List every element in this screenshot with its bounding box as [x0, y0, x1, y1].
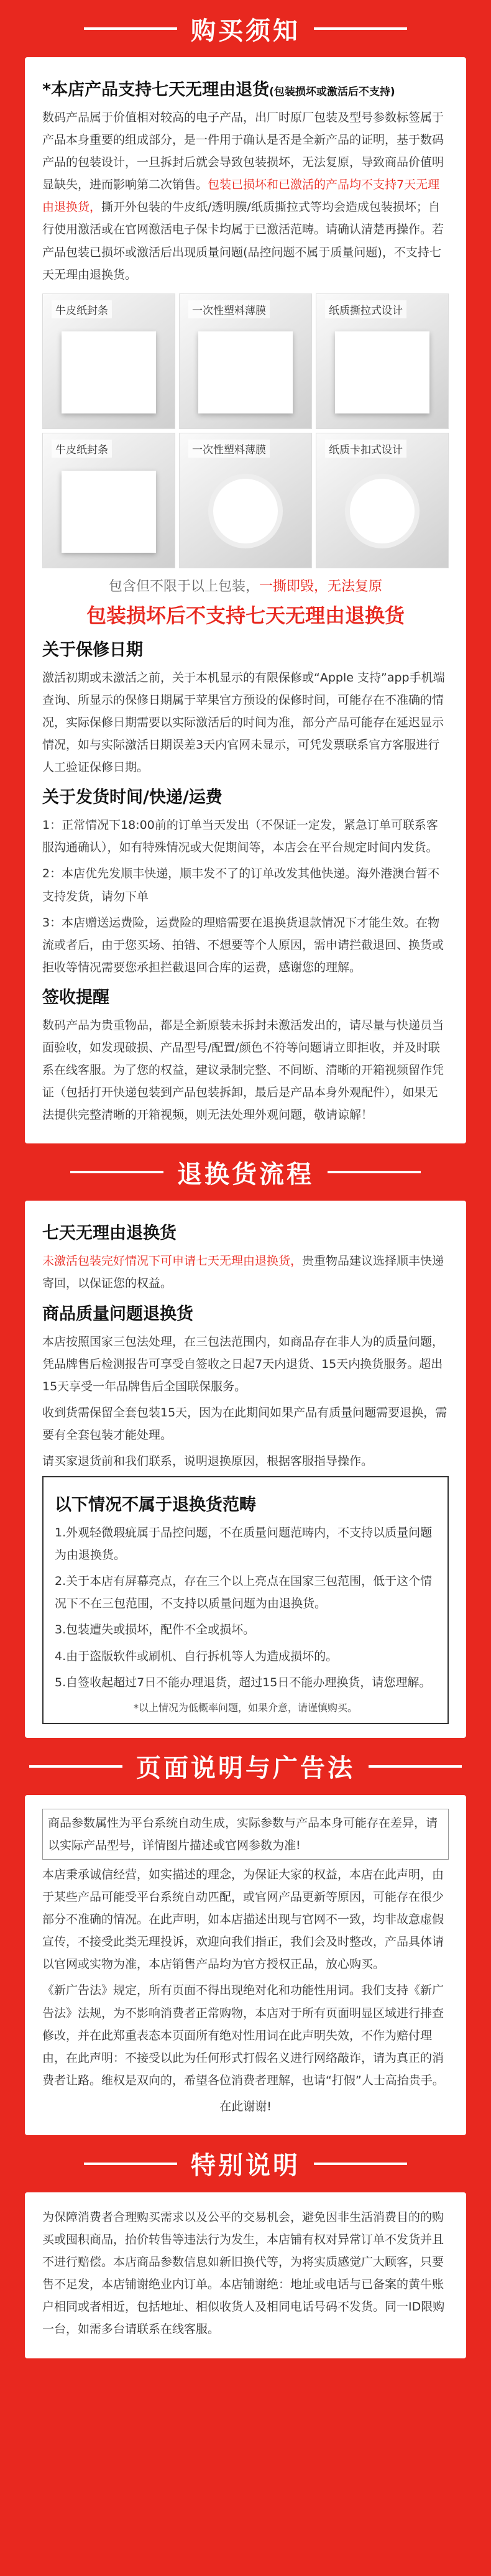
divider: [70, 1171, 163, 1173]
intro-tail: 撕开外包装的牛皮纸/透明膜/纸质撕拉式等均会造成包装损坏；自行使用激活或在官网激活电子保卡均属于已激活范畴。请确认清楚再操作。若产品包装已损坏或激活后出现质量问题(品控问题不属于质量问题)，不支持七天无理由退换货。: [42, 200, 444, 282]
exclusion-item: 4.由于盗版软件或刷机、自行拆机等人为造成损坏的。: [55, 1649, 338, 1663]
divider: [84, 27, 177, 30]
warranty-heading: 关于保修日期: [42, 640, 143, 660]
film-roll-image: [208, 474, 283, 548]
photo-label: 牛皮纸封条: [52, 300, 112, 318]
exclusions-heading: 以下情况不属于退换货范畴: [55, 1495, 256, 1515]
package-image: [62, 471, 156, 553]
section-banner-purchase: [0, 0, 491, 57]
packaging-photo: [179, 293, 312, 429]
divider: [314, 2163, 407, 2165]
shipping-heading: 关于发货时间/快递/运费: [42, 788, 223, 808]
ad-law-statement: 《新广告法》规定，所有页面不得出现绝对化和功能性用词。我们支持《新广告法》法规，为不影响消费者正常购物，本店对于所有页面明显区域进行排查修改，并在此郑重表态本页面所有绝对性用词在此声明失效，不作为赔付理由，在此声明：不接受以此为任何形式打假名义进行网络敲诈，请为真正的消费者让路。维权是双向的，希望各位消费者理解，也请“打假”人士高抬贵手。: [42, 1983, 444, 2087]
intro-red: 包装已损坏和已激活的产品均不支持7天无理由退换货，: [42, 178, 440, 215]
quality-heading: 商品质量问题退换货: [42, 1304, 193, 1324]
section-title: 特别说明: [191, 2151, 300, 2181]
quality-text: 收到货需保留全套包装15天，因为在此期间如果产品有质量问题需要退换，需要有全套包装才能处理。: [42, 1405, 447, 1442]
shipping-item: 3：本店赠送运费险，运费险的理赔需要在退换货退款情况下才能生效。在物流或者后，由于您买场、拍错、不想要等个人原因，需申请拦截退回、换货或拒收等情况需要您承担拦截退回合库的运费，感谢您的理解。: [42, 915, 444, 974]
exclusion-item: 1.外观轻微瑕疵属于品控问题，不在质量问题范畴内，不支持以质量问题为由退换货。: [55, 1526, 433, 1563]
photo-label: 一次性塑料薄膜: [188, 300, 270, 318]
signing-heading: 签收提醒: [42, 987, 109, 1007]
divider: [314, 27, 407, 30]
return-heading-7day: 七天无理由退换货: [42, 1224, 177, 1244]
quality-text: 请买家退货前和我们联系，说明退换原因，根据客服指导操作。: [42, 1454, 374, 1468]
warning-red: 一撕即毁，无法复原: [259, 578, 383, 594]
packaging-photo: [316, 433, 449, 568]
package-image: [335, 331, 429, 413]
return-card: [25, 1201, 466, 1737]
exclusion-item: 2.关于本店有屏幕亮点，存在三个以上亮点在国家三包范围，低于这个情况下不在三包范围，不支持以质量问题为由退换货。: [55, 1574, 433, 1611]
intro-text: [42, 106, 449, 286]
return-7day-red: 未激活包装完好情况下可申请七天无理由退换货，: [42, 1254, 303, 1268]
section-banner-special: [0, 2135, 491, 2192]
paper-tab-image: [345, 474, 420, 548]
exclusions-box: [42, 1476, 449, 1724]
packaging-warning-big: 包装损坏后不支持七天无理由退换货: [86, 603, 405, 627]
headline-text: *本店产品支持七天无理由退货: [42, 80, 270, 99]
headline-note: (包装损坏或激活后不支持): [269, 86, 395, 98]
section-banner-page-note: [0, 1738, 491, 1795]
special-card: [25, 2192, 466, 2358]
page-note-card: [25, 1795, 466, 2135]
photo-label: 牛皮纸封条: [52, 440, 112, 458]
signing-text: 数码产品为贵重物品，都是全新原装未拆封未激活发出的，请尽量与快递员当面验收，如发现破损、产品型号/配置/颜色不符等问题请立即拒收，并及时联系在线客服。为了您的权益，建议录制完整、不间断、清晰的开箱视频留作凭证（包括打开快递包装到产品包装拆卸，最后是产品本身外观配件），如果无法提供完整清晰的开箱视频，则无法处理外观问题，敬请谅解！: [42, 1018, 444, 1122]
packaging-photo-grid: [42, 293, 449, 568]
package-image: [62, 331, 156, 413]
shipping-item: 2：本店优先发顺丰快递，顺丰发不了的订单改发其他快递。海外港澳台暂不支持发货，请勿下单: [42, 867, 440, 903]
package-image: [198, 331, 293, 413]
special-text: 为保障消费者合理购买需求以及公平的交易机会，避免因非生活消费目的的购买或囤积商品，抬价转售等违法行为发生，本店铺有权对异常订单不发货并且不进行赔偿。本店商品参数信息如新旧换代等，为将实质感觉广大顾客，只要售不足发，本店铺谢绝业内订单。本店铺谢绝：地址或电话与已备案的黄牛账户相同或者相近，包括地址、相似收货人及相同电话号码不发货。同一ID限购一台，如需多台请联系在线客服。: [42, 2210, 445, 2337]
photo-label: 一次性塑料薄膜: [188, 440, 270, 458]
warranty-text: 激活初期或未激活之前，关于本机显示的有限保修或“Apple 支持”app手机端查询、所显示的保修日期属于苹果官方预设的保修时间，可能存在不准确的情况，实际保修日期需要以实际激活后的时间为准，部分产品可能存在延迟显示情况，如与实际激活日期误差3天内官网未显示，可凭发票联系官方客服进行人工验证保修日期。: [42, 670, 445, 775]
param-notice: 商品参数属性为平台系统自动生成，实际参数与产品本身可能存在差异，请以实际产品型号，详情图片描述或官网参数为准!: [42, 1809, 449, 1860]
return-7day-main: 贵重物品建议选择顺丰快递寄回，以保证您的权益。: [42, 1254, 444, 1291]
section-title: 购买须知: [191, 16, 300, 45]
warning-lead: 包含但不限于以上包装，: [108, 578, 259, 594]
divider: [84, 2163, 177, 2165]
intro-main: 数码产品属于价值相对较高的电子产品，出厂时原厂包装及型号参数标签属于产品本身重要的组成部分，是一件用于确认是否是全新产品的证明，基于数码产品的包装设计，一旦拆封后就会导致包装损坏，无法复原，导致商品价值明显缺失，进而影响第二次销售。: [42, 111, 444, 192]
section-title: 退换货流程: [177, 1160, 314, 1189]
exclusion-note: *以上情况为低概率问题，如果介意，请谨慎购买。: [133, 1701, 357, 1714]
divider: [369, 1765, 462, 1768]
divider: [29, 1765, 122, 1768]
packaging-photo: [179, 433, 312, 568]
packaging-photo: [316, 293, 449, 429]
headline: [42, 76, 449, 100]
divider: [328, 1171, 421, 1173]
packaging-warning: [42, 576, 449, 595]
purchase-card: [25, 57, 466, 1143]
exclusion-item: 3.包装遭失或损坏，配件不全或损坏。: [55, 1623, 255, 1637]
section-title: 页面说明与广告法: [136, 1754, 355, 1783]
section-banner-return: [0, 1143, 491, 1201]
photo-label: 纸质撕拉式设计: [325, 300, 406, 318]
integrity-statement: 本店秉承诚信经营，如实描述的理念，为保证大家的权益，本店在此声明，由于某些产品可能受平台系统自动匹配，或官网产品更新等原因，可能存在很少部分不准确的情况。在此声明，如本店描述出现与官网不一致，均非故意虚假宣传，不接受此类无理投诉，欢迎向我们指正，我们会及时整改，产品具体请以官网或实物为准，本店销售产品均为官方授权正品，放心购买。: [42, 1867, 444, 1972]
thanks-text: 在此谢谢!: [219, 2099, 272, 2113]
photo-label: 纸质卡扣式设计: [325, 440, 406, 458]
quality-text: 本店按照国家三包法处理，在三包法范围内，如商品存在非人为的质量问题，凭品牌售后检测报告可享受自签收之日起7天内退货、15天内换货服务。超出15天享受一年品牌售后全国联保服务。: [42, 1334, 444, 1393]
packaging-photo: [42, 293, 175, 429]
packaging-photo: [42, 433, 175, 568]
exclusion-item: 5.自签收起超过7日不能办理退货，超过15日不能办理换货，请您理解。: [55, 1675, 431, 1689]
shipping-item: 1：正常情况下18:00前的订单当天发出（不保证一定发，紧急订单可联系客服沟通确认），如有特殊情况或大促期间等，本店会在平台规定时间内发货。: [42, 818, 438, 855]
return-7day-text: [42, 1250, 449, 1295]
